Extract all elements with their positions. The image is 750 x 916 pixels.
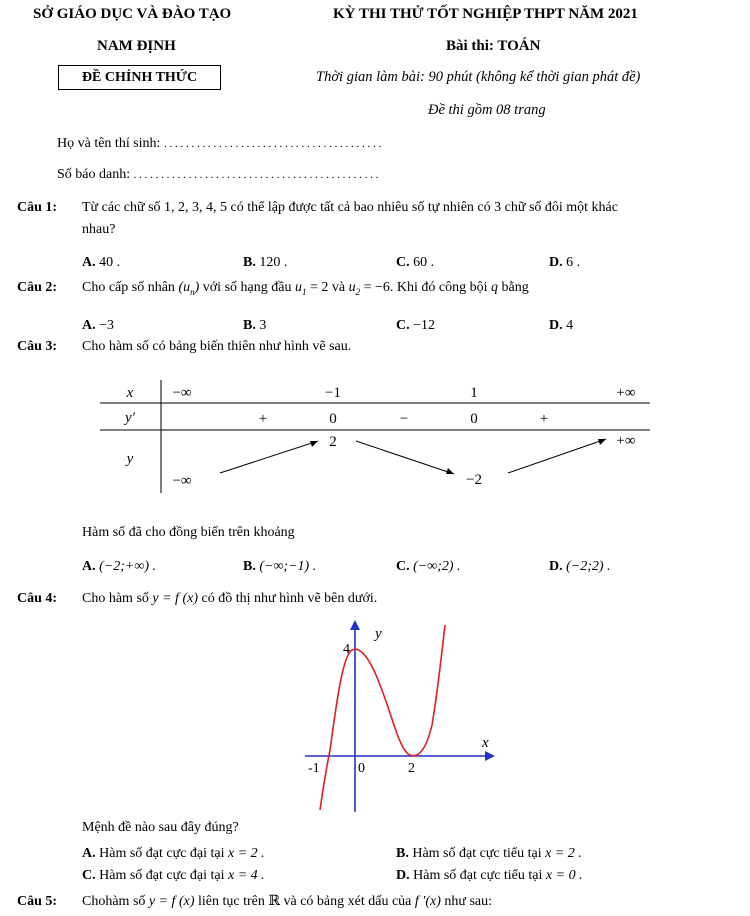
arrowhead	[446, 468, 454, 474]
math-part: u	[294, 280, 302, 295]
q5-formula: y = f (x)	[148, 894, 195, 909]
q1-text-line2: nhau?	[82, 222, 116, 237]
candidate-name-row	[57, 136, 381, 152]
sign-value: 0	[470, 411, 478, 427]
option-key: C.	[82, 868, 96, 883]
q5-label: Câu 5:	[17, 894, 58, 909]
option-value: Hàm số đạt cực đại tại	[99, 868, 225, 883]
q4-option-c[interactable]	[82, 868, 265, 884]
q4-option-b[interactable]	[396, 846, 582, 862]
q5-real-set: ℝ	[268, 894, 280, 909]
q1-label: Câu 1:	[17, 200, 58, 215]
option-value: (−∞;2) .	[413, 559, 461, 574]
option-key: D.	[396, 868, 410, 883]
option-key: B.	[243, 559, 256, 574]
x-axis-arrow-icon	[485, 751, 495, 761]
arrow-up	[508, 439, 606, 473]
function-curve	[320, 625, 445, 810]
row-label-y: y	[126, 451, 134, 467]
option-value: Hàm số đạt cực đại tại	[99, 846, 225, 861]
q2-u1	[295, 280, 328, 295]
option-value: 3	[259, 318, 267, 333]
q5-text-part: Chohàm số	[82, 894, 146, 909]
option-value: 4	[566, 318, 574, 333]
option-math: x = 2 .	[545, 846, 582, 861]
option-key: D.	[549, 559, 563, 574]
option-value: (−2;2) .	[566, 559, 611, 574]
y-axis-label: y	[375, 626, 382, 642]
q1-option-b[interactable]	[243, 255, 287, 271]
q2-text-part: . Khi đó công bội	[389, 280, 488, 295]
math-part: u	[348, 280, 356, 295]
q2-text-part: Cho cấp số nhân	[82, 280, 175, 295]
official-exam-box: ĐỀ CHÍNH THỨC	[58, 65, 221, 90]
q1-option-c[interactable]	[396, 255, 434, 271]
q5-derivative: f ′(x)	[414, 894, 441, 909]
q4-text	[82, 591, 377, 607]
y-value: −2	[466, 472, 482, 488]
q2-u2	[349, 280, 390, 295]
math-part: = −6	[363, 280, 390, 295]
option-math: x = 0 .	[545, 868, 583, 883]
pages-note: Đề thi gồm 08 trang	[428, 102, 546, 118]
math-sub: 1	[301, 286, 307, 297]
q2-sequence	[178, 280, 199, 295]
q5-text	[82, 893, 492, 910]
y-value: +∞	[616, 433, 636, 449]
math-part: (u	[178, 280, 191, 295]
q4-option-d[interactable]	[396, 868, 583, 884]
variation-table	[0, 375, 750, 495]
option-key: C.	[396, 559, 410, 574]
q3-question: Hàm số đã cho đồng biến trên khoảng	[82, 525, 295, 540]
department-name: SỞ GIÁO DỤC VÀ ĐÀO TẠO	[33, 6, 232, 22]
q2-option-c[interactable]	[396, 318, 435, 334]
option-value: Hàm số đạt cực tiểu tại	[412, 846, 542, 861]
q3-option-c[interactable]	[396, 559, 461, 575]
row-label-x: x	[126, 385, 134, 401]
arrowhead	[310, 441, 318, 447]
q1-text-line1: Từ các chữ số 1, 2, 3, 4, 5 có thể lập được tất cả bao nhiêu số tự nhiên có 3 chữ số đôi một khác	[82, 200, 618, 215]
sign-value: +	[539, 411, 549, 427]
q2-text-part: và	[331, 280, 346, 295]
x-value: −∞	[172, 385, 192, 401]
option-key: C.	[396, 255, 410, 270]
y-axis-arrow-icon	[350, 620, 360, 630]
math-sub: n	[190, 286, 195, 297]
option-key: D.	[549, 255, 563, 270]
x-value: 1	[470, 385, 478, 401]
math-part: = 2	[309, 280, 329, 295]
math-sub: 2	[355, 286, 361, 297]
math-part: )	[194, 280, 200, 295]
q4-label: Câu 4:	[17, 591, 58, 606]
q5-text-part: như sau:	[444, 894, 493, 909]
sign-value: −	[399, 411, 409, 427]
q2-option-b[interactable]	[243, 318, 266, 334]
x-axis-label: x	[482, 735, 489, 751]
arrowhead	[598, 439, 606, 445]
q2-option-a[interactable]	[82, 318, 114, 334]
x-value: +∞	[616, 385, 636, 401]
option-key: A.	[82, 318, 96, 333]
q2-ratio-var: q	[490, 280, 498, 295]
time-note: Thời gian làm bài: 90 phút (không kể thời gian phát đề)	[316, 69, 641, 85]
option-math: x = 4 .	[228, 868, 265, 883]
candidate-id-row	[57, 167, 378, 183]
x-value: −1	[325, 385, 341, 401]
candidate-id-label: Số báo danh:	[57, 167, 131, 182]
q3-option-a[interactable]	[82, 559, 156, 575]
row-label-yprime: y′	[125, 410, 135, 426]
q3-option-b[interactable]	[243, 559, 316, 575]
option-value: −12	[413, 318, 436, 333]
option-key: A.	[82, 559, 96, 574]
q4-text-part: có đồ thị như hình vẽ bên dưới.	[201, 591, 378, 606]
q4-formula: y = f (x)	[152, 591, 198, 606]
exam-subject: Bài thi: TOÁN	[446, 38, 541, 54]
y-value: −∞	[172, 473, 192, 489]
arrow-down	[356, 441, 454, 474]
option-value: 40 .	[99, 255, 121, 270]
option-value: Hàm số đạt cực tiểu tại	[413, 868, 543, 883]
sign-value: +	[258, 411, 268, 427]
label-two: 2	[408, 761, 415, 776]
q4-text-part: Cho hàm số	[82, 591, 149, 606]
option-value: −3	[99, 318, 115, 333]
option-key: D.	[549, 318, 563, 333]
option-value: 6 .	[566, 255, 581, 270]
label-minus-one: -1	[308, 761, 320, 776]
q3-label: Câu 3:	[17, 339, 58, 354]
option-key: C.	[396, 318, 410, 333]
candidate-id-dots: . . . . . . . . . . . . . . . . . . . . . . . . . . . . . . . . . . . . . . . . . . . . .	[133, 169, 379, 181]
sign-value: 0	[329, 411, 337, 427]
arrow-up	[220, 441, 318, 473]
function-graph	[300, 620, 500, 815]
option-key: B.	[396, 846, 409, 861]
label-origin: 0	[358, 761, 365, 776]
q5-text-part: và có bảng xét dấu của	[283, 894, 412, 909]
option-key: B.	[243, 255, 256, 270]
exam-title: KỲ THI THỬ TỐT NGHIỆP THPT NĂM 2021	[333, 6, 638, 22]
option-key: A.	[82, 846, 96, 861]
q2-text	[82, 280, 529, 297]
q1-option-a[interactable]	[82, 255, 120, 271]
q4-option-a[interactable]	[82, 846, 265, 862]
q2-text-part: bằng	[501, 280, 529, 295]
q5-text-part: liên tục trên	[197, 894, 265, 909]
candidate-name-dots: . . . . . . . . . . . . . . . . . . . . . . . . . . . . . . . . . . . . . . . .	[163, 138, 382, 150]
label-four: 4	[343, 642, 350, 657]
province-name: NAM ĐỊNH	[97, 38, 176, 54]
candidate-name-label: Họ và tên thí sinh:	[57, 136, 161, 151]
option-key: B.	[243, 318, 256, 333]
option-value: (−∞;−1) .	[259, 559, 317, 574]
q2-label: Câu 2:	[17, 280, 58, 295]
option-key: A.	[82, 255, 96, 270]
q1-option-d[interactable]	[549, 255, 580, 271]
q2-option-d[interactable]	[549, 318, 573, 334]
option-value: 120 .	[259, 255, 288, 270]
q3-option-d[interactable]	[549, 559, 611, 575]
option-math: x = 2 .	[228, 846, 265, 861]
option-value: 60 .	[413, 255, 435, 270]
y-value: 2	[329, 434, 337, 450]
option-value: (−2;+∞) .	[99, 559, 156, 574]
q3-text: Cho hàm số có bảng biến thiên như hình vẽ sau.	[82, 339, 352, 354]
q2-text-part: với số hạng đầu	[202, 280, 292, 295]
q4-question: Mệnh đề nào sau đây đúng?	[82, 820, 239, 835]
